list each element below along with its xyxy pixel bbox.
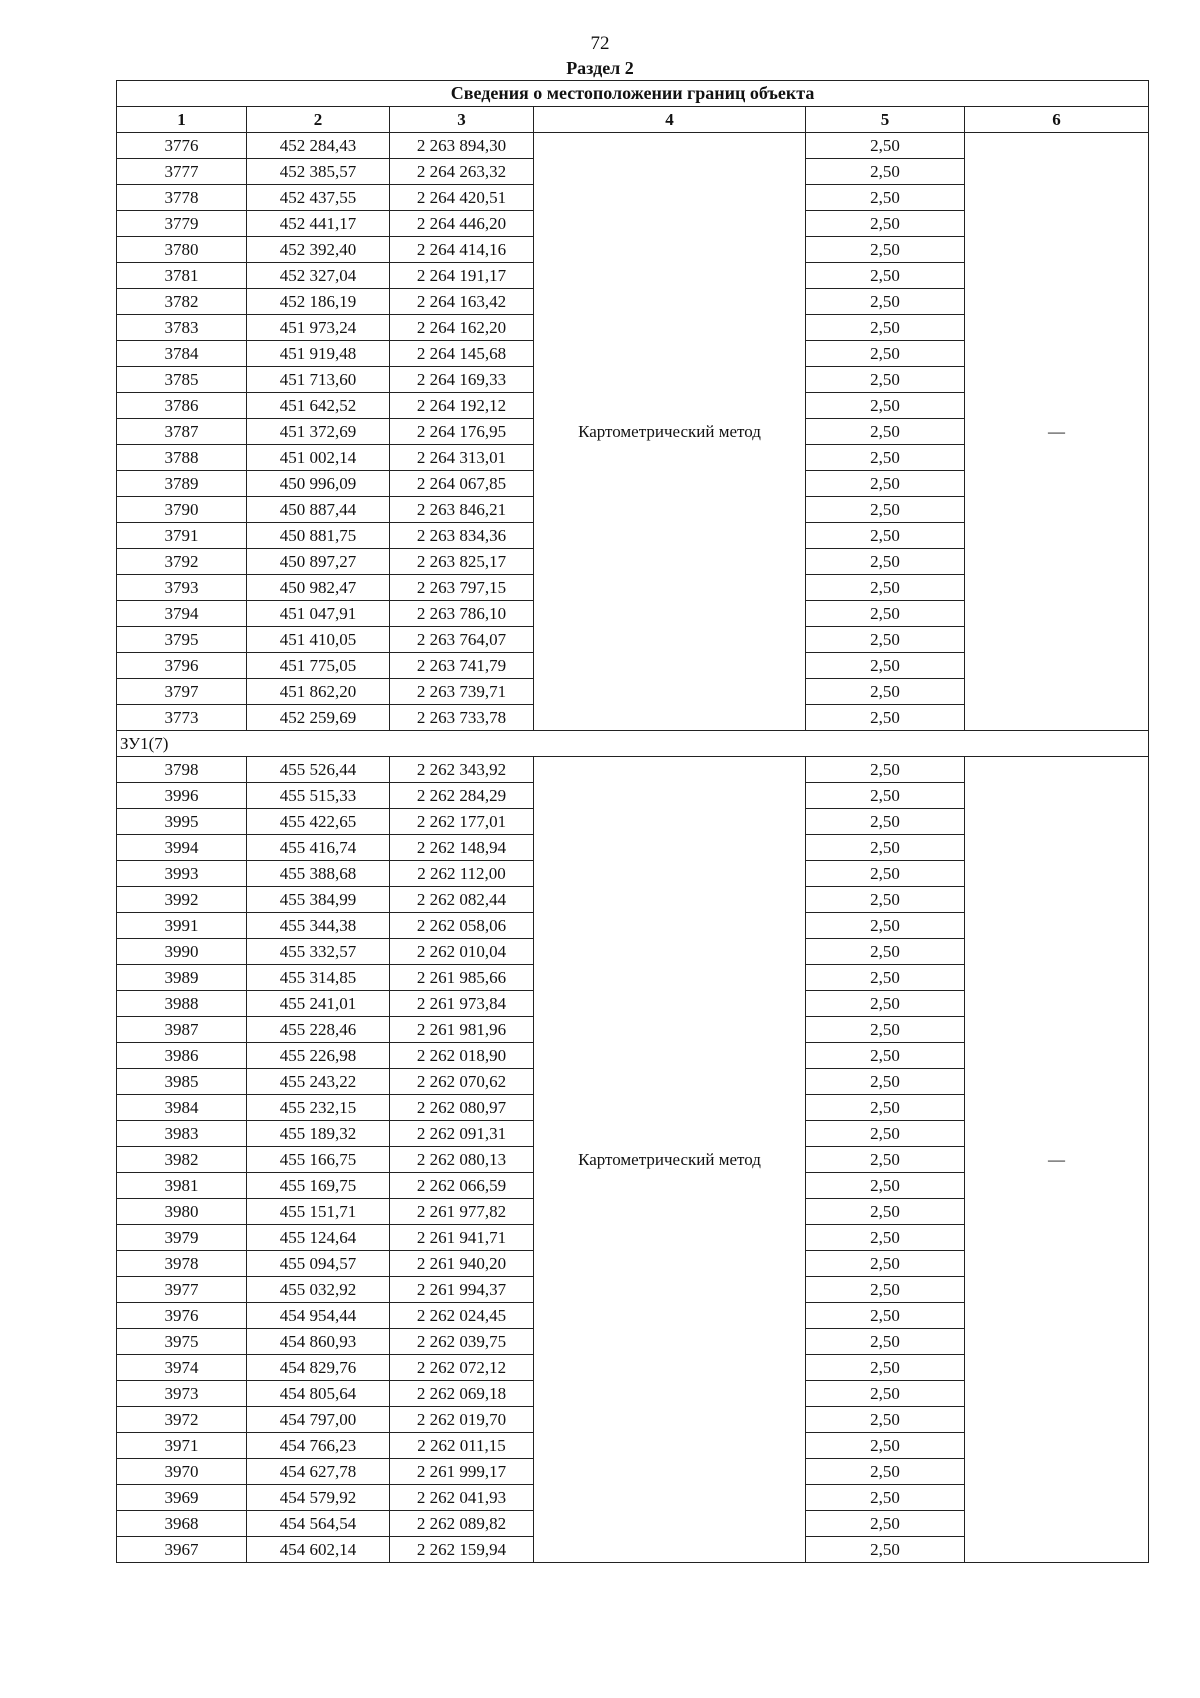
x-coordinate-cell: 450 982,47 (247, 575, 390, 601)
y-coordinate-cell: 2 264 145,68 (390, 341, 534, 367)
accuracy-cell: 2,50 (806, 419, 965, 445)
accuracy-cell: 2,50 (806, 471, 965, 497)
point-number-cell: 3786 (117, 393, 247, 419)
accuracy-cell: 2,50 (806, 835, 965, 861)
y-coordinate-cell: 2 262 069,18 (390, 1381, 534, 1407)
y-coordinate-cell: 2 263 733,78 (390, 705, 534, 731)
y-coordinate-cell: 2 263 764,07 (390, 627, 534, 653)
y-coordinate-cell: 2 263 739,71 (390, 679, 534, 705)
accuracy-cell: 2,50 (806, 263, 965, 289)
x-coordinate-cell: 451 775,05 (247, 653, 390, 679)
y-coordinate-cell: 2 264 169,33 (390, 367, 534, 393)
point-number-cell: 3777 (117, 159, 247, 185)
y-coordinate-cell: 2 262 072,12 (390, 1355, 534, 1381)
page-number: 72 (590, 33, 610, 54)
y-coordinate-cell: 2 262 177,01 (390, 809, 534, 835)
x-coordinate-cell: 455 241,01 (247, 991, 390, 1017)
x-coordinate-cell: 451 973,24 (247, 315, 390, 341)
x-coordinate-cell: 451 713,60 (247, 367, 390, 393)
y-coordinate-cell: 2 264 067,85 (390, 471, 534, 497)
column-header-6: 6 (965, 107, 1149, 133)
point-number-cell: 3968 (117, 1511, 247, 1537)
accuracy-cell: 2,50 (806, 965, 965, 991)
x-coordinate-cell: 455 416,74 (247, 835, 390, 861)
x-coordinate-cell: 455 189,32 (247, 1121, 390, 1147)
y-coordinate-cell: 2 261 973,84 (390, 991, 534, 1017)
point-number-cell: 3986 (117, 1043, 247, 1069)
y-coordinate-cell: 2 264 446,20 (390, 211, 534, 237)
point-number-cell: 3782 (117, 289, 247, 315)
point-number-cell: 3978 (117, 1251, 247, 1277)
point-number-cell: 3982 (117, 1147, 247, 1173)
y-coordinate-cell: 2 262 148,94 (390, 835, 534, 861)
y-coordinate-cell: 2 262 284,29 (390, 783, 534, 809)
point-number-cell: 3784 (117, 341, 247, 367)
y-coordinate-cell: 2 261 977,82 (390, 1199, 534, 1225)
x-coordinate-cell: 452 259,69 (247, 705, 390, 731)
accuracy-cell: 2,50 (806, 497, 965, 523)
y-coordinate-cell: 2 262 066,59 (390, 1173, 534, 1199)
x-coordinate-cell: 452 385,57 (247, 159, 390, 185)
point-number-cell: 3798 (117, 757, 247, 783)
accuracy-cell: 2,50 (806, 991, 965, 1017)
point-number-cell: 3781 (117, 263, 247, 289)
accuracy-cell: 2,50 (806, 1225, 965, 1251)
accuracy-cell: 2,50 (806, 185, 965, 211)
accuracy-cell: 2,50 (806, 133, 965, 159)
x-coordinate-cell: 450 887,44 (247, 497, 390, 523)
accuracy-cell: 2,50 (806, 393, 965, 419)
y-coordinate-cell: 2 262 041,93 (390, 1485, 534, 1511)
accuracy-cell: 2,50 (806, 315, 965, 341)
x-coordinate-cell: 455 169,75 (247, 1173, 390, 1199)
point-number-cell: 3970 (117, 1459, 247, 1485)
point-number-cell: 3971 (117, 1433, 247, 1459)
point-number-cell: 3783 (117, 315, 247, 341)
point-number-cell: 3983 (117, 1121, 247, 1147)
x-coordinate-cell: 452 186,19 (247, 289, 390, 315)
point-number-cell: 3973 (117, 1381, 247, 1407)
y-coordinate-cell: 2 261 940,20 (390, 1251, 534, 1277)
point-number-cell: 3993 (117, 861, 247, 887)
y-coordinate-cell: 2 264 414,16 (390, 237, 534, 263)
y-coordinate-cell: 2 264 313,01 (390, 445, 534, 471)
accuracy-cell: 2,50 (806, 1173, 965, 1199)
x-coordinate-cell: 451 919,48 (247, 341, 390, 367)
point-number-cell: 3797 (117, 679, 247, 705)
column-header-2: 2 (247, 107, 390, 133)
x-coordinate-cell: 452 327,04 (247, 263, 390, 289)
point-number-cell: 3969 (117, 1485, 247, 1511)
x-coordinate-cell: 455 151,71 (247, 1199, 390, 1225)
accuracy-cell: 2,50 (806, 1433, 965, 1459)
point-number-cell: 3791 (117, 523, 247, 549)
x-coordinate-cell: 454 954,44 (247, 1303, 390, 1329)
accuracy-cell: 2,50 (806, 1069, 965, 1095)
accuracy-cell: 2,50 (806, 289, 965, 315)
x-coordinate-cell: 455 032,92 (247, 1277, 390, 1303)
column-header-5: 5 (806, 107, 965, 133)
accuracy-cell: 2,50 (806, 1043, 965, 1069)
point-number-cell: 3985 (117, 1069, 247, 1095)
accuracy-cell: 2,50 (806, 367, 965, 393)
accuracy-cell: 2,50 (806, 1511, 965, 1537)
y-coordinate-cell: 2 263 741,79 (390, 653, 534, 679)
point-number-cell: 3785 (117, 367, 247, 393)
accuracy-cell: 2,50 (806, 1355, 965, 1381)
accuracy-cell: 2,50 (806, 1485, 965, 1511)
x-coordinate-cell: 450 881,75 (247, 523, 390, 549)
column-header-1: 1 (117, 107, 247, 133)
accuracy-cell: 2,50 (806, 601, 965, 627)
y-coordinate-cell: 2 262 091,31 (390, 1121, 534, 1147)
x-coordinate-cell: 451 410,05 (247, 627, 390, 653)
point-number-cell: 3976 (117, 1303, 247, 1329)
y-coordinate-cell: 2 263 797,15 (390, 575, 534, 601)
caption-row (117, 81, 1149, 107)
point-number-cell: 3779 (117, 211, 247, 237)
x-coordinate-cell: 455 388,68 (247, 861, 390, 887)
table-row (117, 757, 1149, 783)
accuracy-cell: 2,50 (806, 211, 965, 237)
y-coordinate-cell: 2 262 010,04 (390, 939, 534, 965)
accuracy-cell: 2,50 (806, 679, 965, 705)
point-number-cell: 3778 (117, 185, 247, 211)
y-coordinate-cell: 2 261 981,96 (390, 1017, 534, 1043)
y-coordinate-cell: 2 262 159,94 (390, 1537, 534, 1563)
accuracy-cell: 2,50 (806, 783, 965, 809)
x-coordinate-cell: 454 579,92 (247, 1485, 390, 1511)
point-number-cell: 3975 (117, 1329, 247, 1355)
x-coordinate-cell: 454 766,23 (247, 1433, 390, 1459)
accuracy-cell: 2,50 (806, 523, 965, 549)
y-coordinate-cell: 2 264 176,95 (390, 419, 534, 445)
y-coordinate-cell: 2 264 192,12 (390, 393, 534, 419)
x-coordinate-cell: 455 226,98 (247, 1043, 390, 1069)
point-number-cell: 3790 (117, 497, 247, 523)
boundary-coordinates-table (116, 80, 1149, 1563)
x-coordinate-cell: 451 642,52 (247, 393, 390, 419)
accuracy-cell: 2,50 (806, 705, 965, 731)
y-coordinate-cell: 2 261 999,17 (390, 1459, 534, 1485)
accuracy-cell: 2,50 (806, 1381, 965, 1407)
accuracy-cell: 2,50 (806, 1251, 965, 1277)
y-coordinate-cell: 2 263 894,30 (390, 133, 534, 159)
accuracy-cell: 2,50 (806, 1459, 965, 1485)
x-coordinate-cell: 455 094,57 (247, 1251, 390, 1277)
point-number-cell: 3967 (117, 1537, 247, 1563)
y-coordinate-cell: 2 264 163,42 (390, 289, 534, 315)
column-header-3: 3 (390, 107, 534, 133)
y-coordinate-cell: 2 262 070,62 (390, 1069, 534, 1095)
point-number-cell: 3992 (117, 887, 247, 913)
y-coordinate-cell: 2 262 112,00 (390, 861, 534, 887)
y-coordinate-cell: 2 262 080,13 (390, 1147, 534, 1173)
point-number-cell: 3789 (117, 471, 247, 497)
y-coordinate-cell: 2 264 191,17 (390, 263, 534, 289)
y-coordinate-cell: 2 264 420,51 (390, 185, 534, 211)
point-number-cell: 3792 (117, 549, 247, 575)
accuracy-cell: 2,50 (806, 1537, 965, 1563)
y-coordinate-cell: 2 262 039,75 (390, 1329, 534, 1355)
accuracy-cell: 2,50 (806, 1277, 965, 1303)
accuracy-cell: 2,50 (806, 1199, 965, 1225)
x-coordinate-cell: 455 243,22 (247, 1069, 390, 1095)
point-number-cell: 3788 (117, 445, 247, 471)
point-number-cell: 3773 (117, 705, 247, 731)
x-coordinate-cell: 450 897,27 (247, 549, 390, 575)
point-number-cell: 3977 (117, 1277, 247, 1303)
y-coordinate-cell: 2 264 162,20 (390, 315, 534, 341)
method-cell: Картометрический метод (534, 757, 806, 1563)
y-coordinate-cell: 2 263 846,21 (390, 497, 534, 523)
point-number-cell: 3981 (117, 1173, 247, 1199)
accuracy-cell: 2,50 (806, 159, 965, 185)
point-number-cell: 3994 (117, 835, 247, 861)
description-cell: — (965, 133, 1149, 731)
x-coordinate-cell: 455 384,99 (247, 887, 390, 913)
accuracy-cell: 2,50 (806, 887, 965, 913)
accuracy-cell: 2,50 (806, 653, 965, 679)
column-header-4: 4 (534, 107, 806, 133)
table-caption: Сведения о местоположении границ объекта (117, 81, 1149, 107)
accuracy-cell: 2,50 (806, 809, 965, 835)
y-coordinate-cell: 2 262 011,15 (390, 1433, 534, 1459)
table-row (117, 133, 1149, 159)
accuracy-cell: 2,50 (806, 237, 965, 263)
x-coordinate-cell: 455 124,64 (247, 1225, 390, 1251)
x-coordinate-cell: 451 372,69 (247, 419, 390, 445)
y-coordinate-cell: 2 263 834,36 (390, 523, 534, 549)
point-number-cell: 3793 (117, 575, 247, 601)
x-coordinate-cell: 450 996,09 (247, 471, 390, 497)
y-coordinate-cell: 2 262 024,45 (390, 1303, 534, 1329)
y-coordinate-cell: 2 262 082,44 (390, 887, 534, 913)
accuracy-cell: 2,50 (806, 627, 965, 653)
point-number-cell: 3974 (117, 1355, 247, 1381)
accuracy-cell: 2,50 (806, 757, 965, 783)
x-coordinate-cell: 451 047,91 (247, 601, 390, 627)
x-coordinate-cell: 455 344,38 (247, 913, 390, 939)
point-number-cell: 3972 (117, 1407, 247, 1433)
point-number-cell: 3980 (117, 1199, 247, 1225)
group-label-row (117, 731, 1149, 757)
x-coordinate-cell: 454 860,93 (247, 1329, 390, 1355)
x-coordinate-cell: 455 422,65 (247, 809, 390, 835)
section-title: Раздел 2 (566, 58, 634, 78)
column-header-row (117, 107, 1149, 133)
y-coordinate-cell: 2 262 089,82 (390, 1511, 534, 1537)
point-number-cell: 3989 (117, 965, 247, 991)
point-number-cell: 3995 (117, 809, 247, 835)
x-coordinate-cell: 452 437,55 (247, 185, 390, 211)
x-coordinate-cell: 455 332,57 (247, 939, 390, 965)
accuracy-cell: 2,50 (806, 575, 965, 601)
point-number-cell: 3979 (117, 1225, 247, 1251)
y-coordinate-cell: 2 264 263,32 (390, 159, 534, 185)
x-coordinate-cell: 454 797,00 (247, 1407, 390, 1433)
x-coordinate-cell: 455 314,85 (247, 965, 390, 991)
accuracy-cell: 2,50 (806, 1121, 965, 1147)
point-number-cell: 3776 (117, 133, 247, 159)
point-number-cell: 3984 (117, 1095, 247, 1121)
x-coordinate-cell: 455 166,75 (247, 1147, 390, 1173)
x-coordinate-cell: 452 284,43 (247, 133, 390, 159)
x-coordinate-cell: 452 392,40 (247, 237, 390, 263)
accuracy-cell: 2,50 (806, 1303, 965, 1329)
point-number-cell: 3780 (117, 237, 247, 263)
group-label: ЗУ1(7) (117, 731, 1149, 757)
x-coordinate-cell: 455 232,15 (247, 1095, 390, 1121)
point-number-cell: 3987 (117, 1017, 247, 1043)
x-coordinate-cell: 454 627,78 (247, 1459, 390, 1485)
y-coordinate-cell: 2 261 994,37 (390, 1277, 534, 1303)
y-coordinate-cell: 2 262 019,70 (390, 1407, 534, 1433)
table-head (117, 81, 1149, 133)
point-number-cell: 3796 (117, 653, 247, 679)
point-number-cell: 3795 (117, 627, 247, 653)
point-number-cell: 3990 (117, 939, 247, 965)
y-coordinate-cell: 2 262 058,06 (390, 913, 534, 939)
y-coordinate-cell: 2 262 343,92 (390, 757, 534, 783)
method-cell: Картометрический метод (534, 133, 806, 731)
y-coordinate-cell: 2 262 080,97 (390, 1095, 534, 1121)
accuracy-cell: 2,50 (806, 1147, 965, 1173)
x-coordinate-cell: 454 602,14 (247, 1537, 390, 1563)
accuracy-cell: 2,50 (806, 913, 965, 939)
accuracy-cell: 2,50 (806, 341, 965, 367)
point-number-cell: 3794 (117, 601, 247, 627)
accuracy-cell: 2,50 (806, 445, 965, 471)
description-cell: — (965, 757, 1149, 1563)
y-coordinate-cell: 2 262 018,90 (390, 1043, 534, 1069)
table-body (117, 133, 1149, 1563)
accuracy-cell: 2,50 (806, 861, 965, 887)
accuracy-cell: 2,50 (806, 1017, 965, 1043)
x-coordinate-cell: 452 441,17 (247, 211, 390, 237)
x-coordinate-cell: 454 805,64 (247, 1381, 390, 1407)
x-coordinate-cell: 455 526,44 (247, 757, 390, 783)
accuracy-cell: 2,50 (806, 549, 965, 575)
point-number-cell: 3996 (117, 783, 247, 809)
x-coordinate-cell: 455 515,33 (247, 783, 390, 809)
point-number-cell: 3787 (117, 419, 247, 445)
x-coordinate-cell: 454 829,76 (247, 1355, 390, 1381)
x-coordinate-cell: 451 862,20 (247, 679, 390, 705)
accuracy-cell: 2,50 (806, 1095, 965, 1121)
x-coordinate-cell: 454 564,54 (247, 1511, 390, 1537)
x-coordinate-cell: 455 228,46 (247, 1017, 390, 1043)
x-coordinate-cell: 451 002,14 (247, 445, 390, 471)
accuracy-cell: 2,50 (806, 939, 965, 965)
y-coordinate-cell: 2 261 941,71 (390, 1225, 534, 1251)
y-coordinate-cell: 2 263 825,17 (390, 549, 534, 575)
point-number-cell: 3988 (117, 991, 247, 1017)
accuracy-cell: 2,50 (806, 1407, 965, 1433)
y-coordinate-cell: 2 263 786,10 (390, 601, 534, 627)
y-coordinate-cell: 2 261 985,66 (390, 965, 534, 991)
point-number-cell: 3991 (117, 913, 247, 939)
accuracy-cell: 2,50 (806, 1329, 965, 1355)
